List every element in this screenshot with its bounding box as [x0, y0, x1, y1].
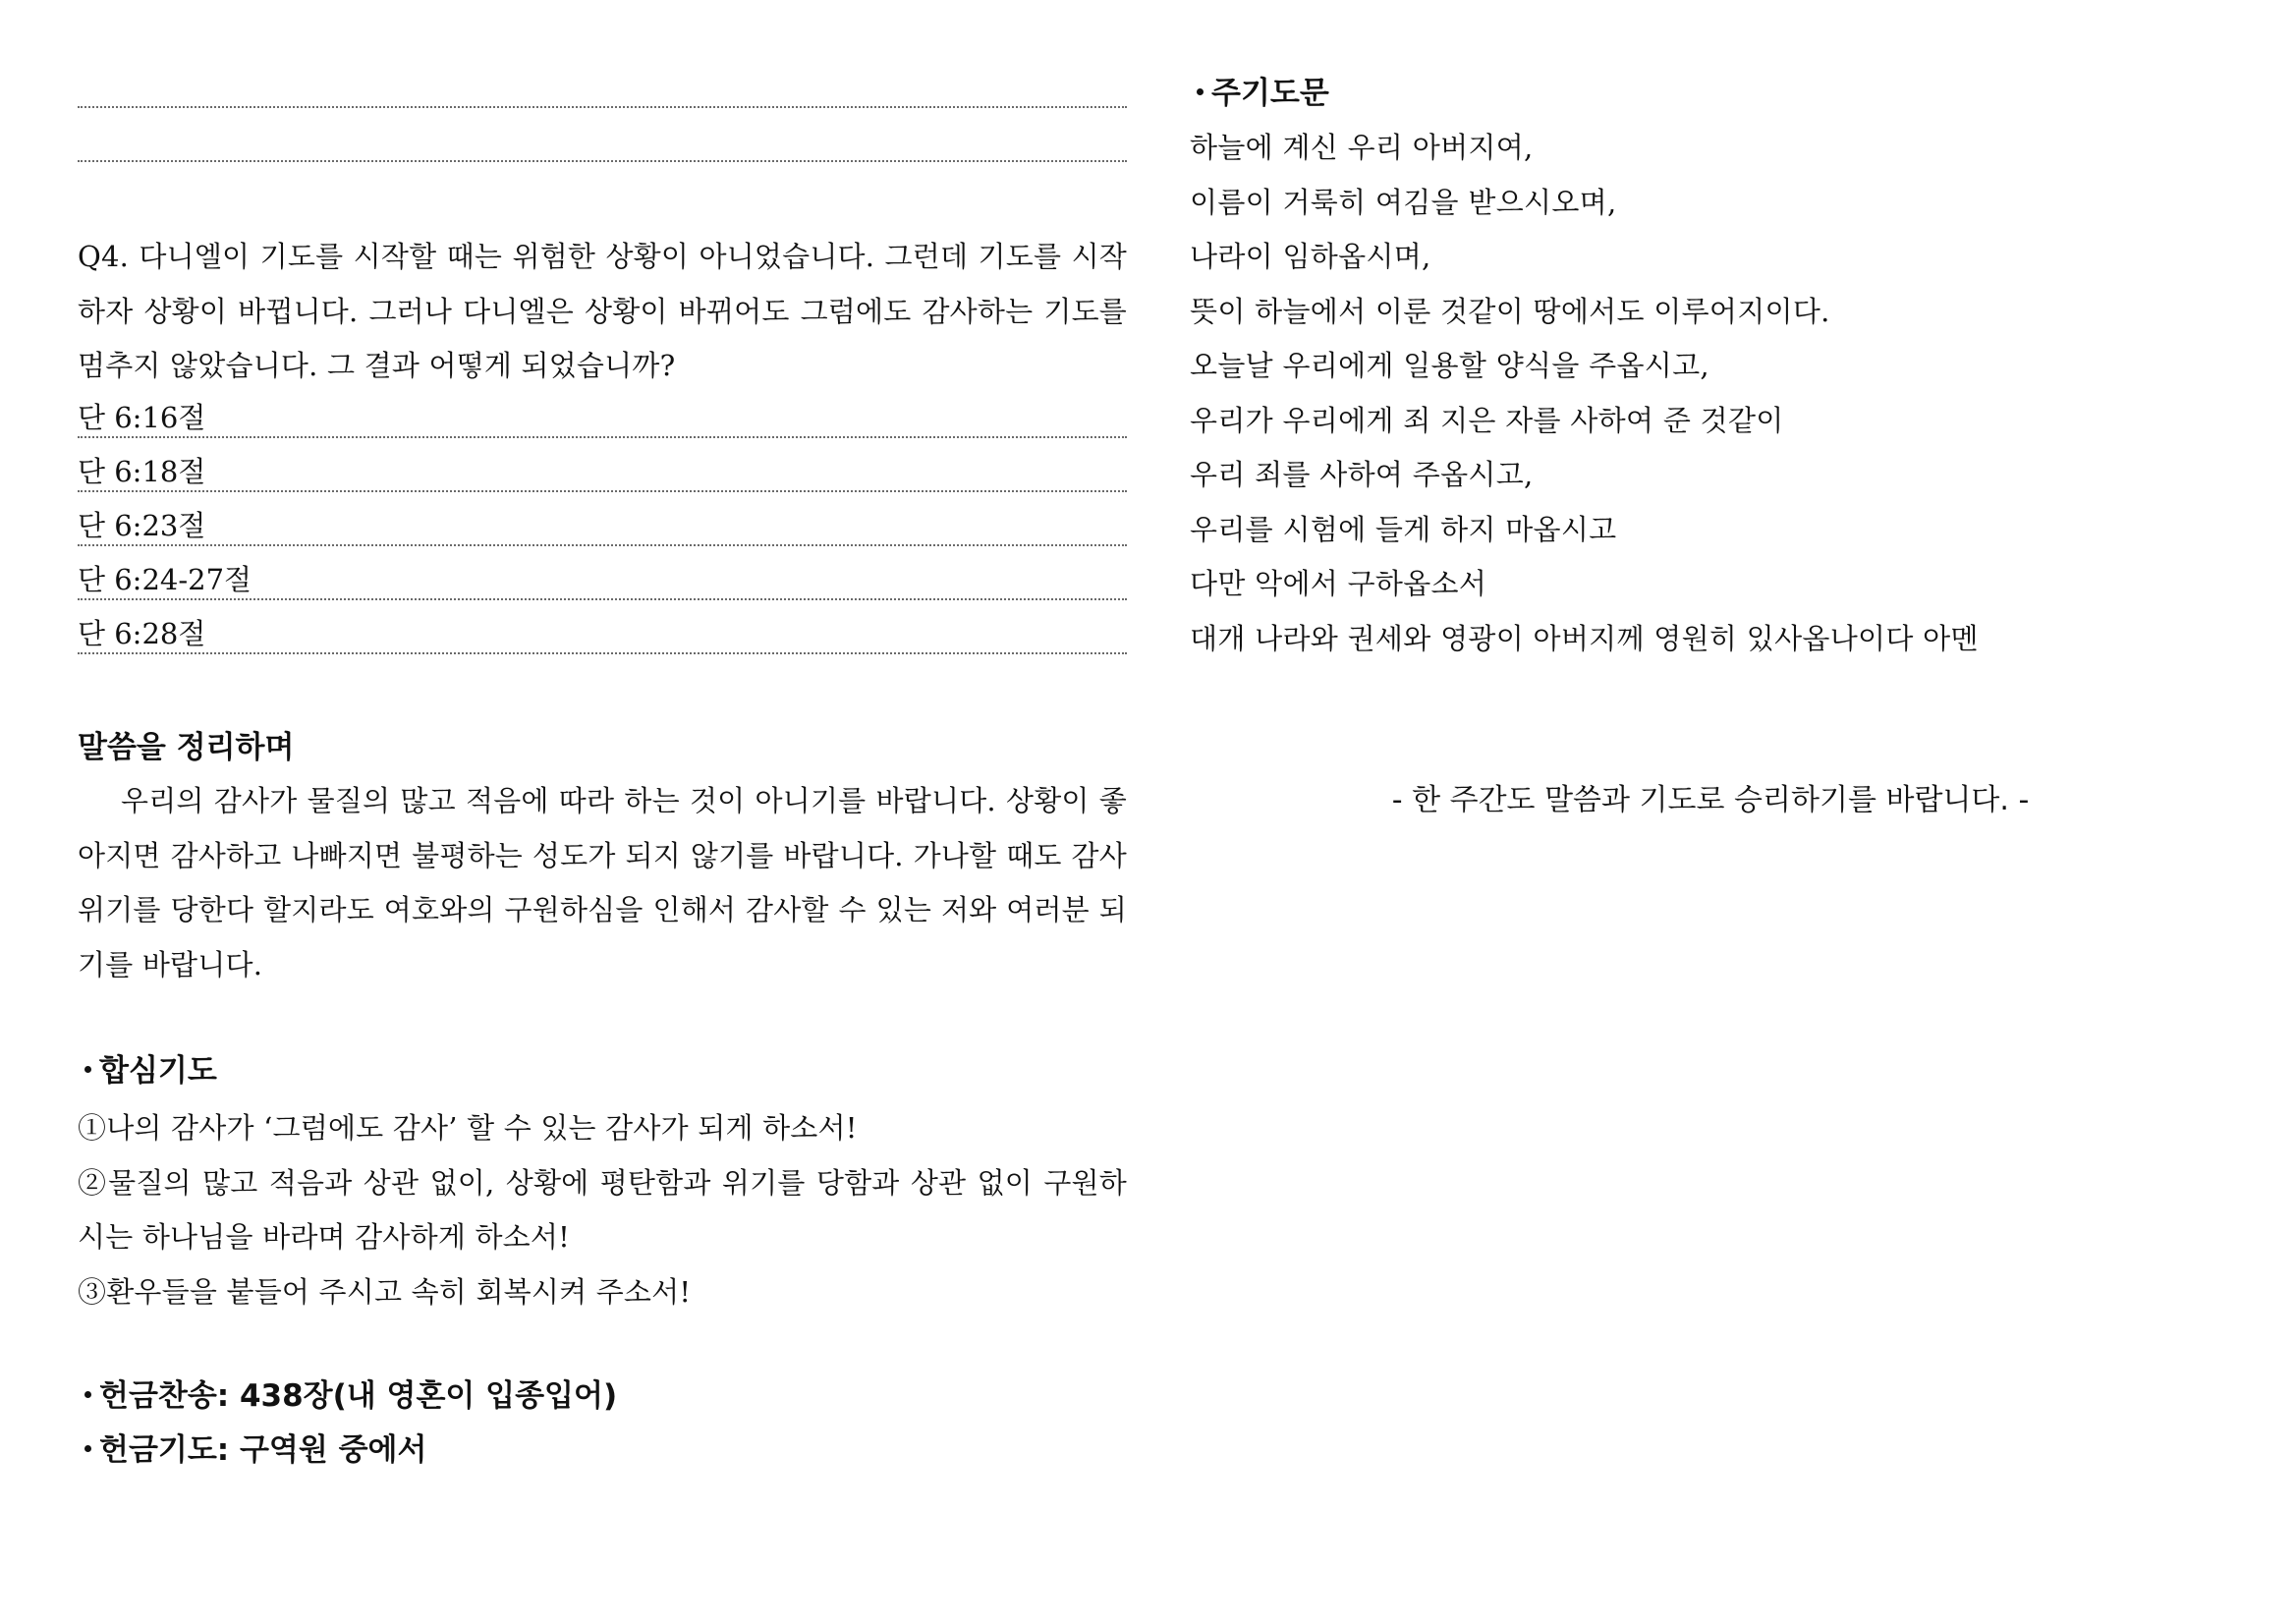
lords-prayer-line: 대개 나라와 권세와 영광이 아버지께 영원히 있사옵나이다 아멘 [1190, 621, 1979, 655]
answer-line-2 [78, 160, 1127, 162]
bullet-icon [84, 1391, 91, 1398]
bullet-icon [84, 1445, 91, 1452]
prayer-item: ①나의 감사가 ‘그럼에도 감사’ 할 수 있는 감사가 되게 하소서! [78, 1111, 858, 1145]
answer-line-1 [78, 106, 1127, 108]
prayer-item: ②물질의 많고 적음과 상관 없이, 상황에 평탄함과 위기를 당함과 상관 없이 구원하시는 하나님을 바라며 감사하게 하소서! [78, 1165, 1127, 1254]
closing-message: - 한 주간도 말씀과 기도로 승리하기를 바랍니다. - [1391, 783, 2030, 817]
prayer-heading-label: 합심기도 [99, 1053, 217, 1089]
lords-prayer-heading-label: 주기도문 [1211, 76, 1329, 111]
lords-prayer-line: 나라이 임하옵시며, [1190, 240, 1431, 273]
prayer-item: ③환우들을 붙들어 주시고 속히 회복시켜 주소서! [78, 1274, 692, 1309]
bullet-icon [1197, 88, 1204, 95]
reference-label: 단 6:24-27절 [78, 563, 252, 596]
reference-row-3 [78, 493, 1127, 546]
lords-prayer-line: 하늘에 계신 우리 아버지여, [1190, 131, 1534, 164]
bullet-icon [84, 1066, 91, 1073]
reference-row-4 [78, 547, 1127, 600]
lords-prayer-line: 우리를 시험에 들게 하지 마옵시고 [1190, 512, 1617, 546]
summary-heading: 말씀을 정리하며 [78, 730, 295, 765]
offering-prayer [78, 1430, 426, 1470]
reference-row-5 [78, 601, 1127, 654]
summary-text: 우리의 감사가 물질의 많고 적음에 따라 하는 것이 아니기를 바랍니다. 상황이 좋아지면 감사하고 나빠지면 불평하는 성도가 되지 않기를 바랍니다. 가나할 때도 감사 위기를 당한다 할지라도 여호와의 구원하심을 인해서 감사할 수 있는 저와 여러분 되기를 바랍니다. [78, 784, 1127, 981]
offering-hymn-label: 헌금찬송: 438장(내 영혼이 입종입어) [99, 1378, 618, 1414]
lords-prayer-line: 오늘날 우리에게 일용할 양식을 주옵시고, [1190, 349, 1709, 382]
prayer-heading [78, 1051, 217, 1091]
lords-prayer-heading [1190, 74, 1329, 113]
lords-prayer-text [1190, 121, 1979, 666]
lords-prayer-line: 이름이 거룩히 여김을 받으시오며, [1190, 185, 1617, 219]
offering-hymn [78, 1376, 617, 1416]
prayer-list [78, 1101, 1127, 1319]
reference-label: 단 6:16절 [78, 401, 206, 434]
reference-label: 단 6:18절 [78, 455, 206, 488]
reference-label: 단 6:23절 [78, 509, 206, 542]
lords-prayer-line: 우리 죄를 사하여 주옵시고, [1190, 458, 1534, 491]
reference-label: 단 6:28절 [78, 617, 206, 650]
lords-prayer-line: 우리가 우리에게 죄 지은 자를 사하여 준 것같이 [1190, 403, 1784, 437]
offering-prayer-label: 헌금기도: 구역원 중에서 [99, 1432, 427, 1468]
question-q4: Q4. 다니엘이 기도를 시작할 때는 위험한 상황이 아니었습니다. 그런데 기도를 시작하자 상황이 바뀝니다. 그러나 다니엘은 상황이 바뀌어도 그럼에도 감사하는 기도를 멈추지 않았습니다. 그 결과 어떻게 되었습니까? [78, 240, 1127, 382]
reference-row-1 [78, 385, 1127, 438]
lords-prayer-line: 다만 악에서 구하옵소서 [1190, 567, 1487, 600]
lords-prayer-line: 뜻이 하늘에서 이룬 것같이 땅에서도 이루어지이다. [1190, 294, 1830, 328]
reference-row-2 [78, 439, 1127, 492]
